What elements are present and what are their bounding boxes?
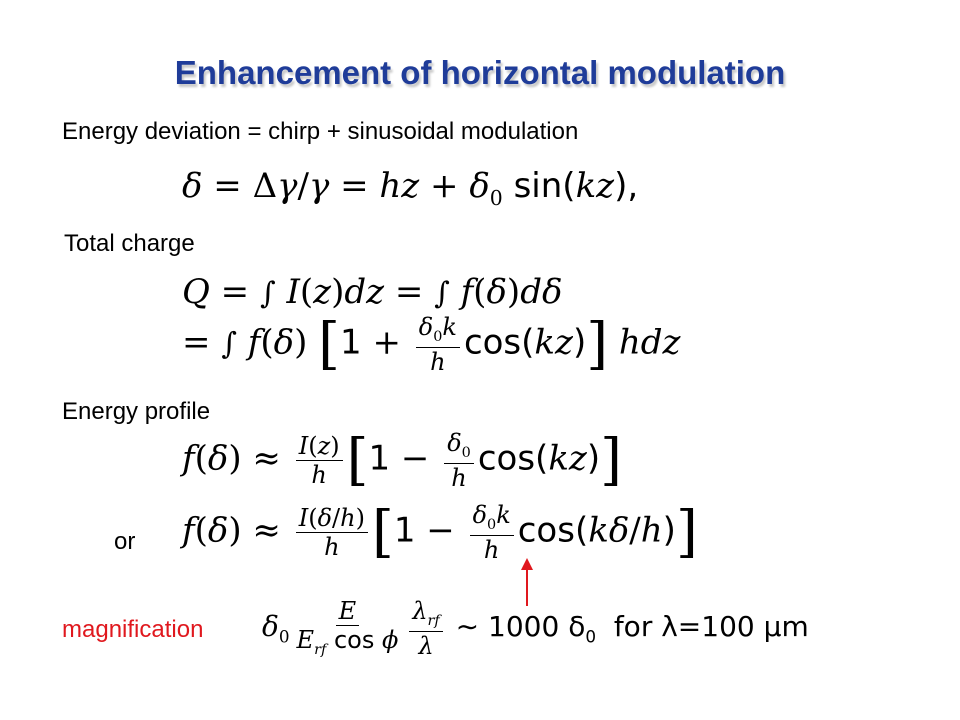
- energy-deviation-label: Energy deviation = chirp + sinusoidal modulation: [62, 118, 579, 145]
- magnification-unit: μm: [763, 610, 809, 644]
- total-charge-label: Total charge: [64, 230, 195, 257]
- equation-energy-profile-2: f(δ) ≈ $\frac{I(\delta/h)}{h}$ [1 − $\frac{\delta_0k}{h}$ cos(kδ/h)]: [182, 499, 698, 565]
- equation-magnification: $\delta_0$ $\frac{E}{E_{rf} \cos \phi}$ $\frac{\lambda_{rf}}{\lambda}$ ∼ 1000 $\delta_0$ for λ=100 μm: [262, 597, 809, 660]
- equation-total-charge-line1: Q = ∫ I(z)dz = ∫ f(δ)dδ: [182, 272, 563, 312]
- energy-profile-label: Energy profile: [62, 398, 211, 425]
- magnification-lambda: λ=100: [661, 610, 755, 644]
- equation-energy-deviation: δ = Δγ/γ = hz + $\delta_0$ sin(kz),: [182, 166, 639, 210]
- or-label: or: [114, 528, 136, 555]
- equation-total-charge-line2: = ∫ f(δ) [1 + $\frac{\delta_0k}{h}$ cos(kz)] hdz: [182, 311, 681, 377]
- slide-title: Enhancement of horizontal modulation: [174, 54, 786, 91]
- magnification-approx: ∼ 1000 δ: [455, 610, 586, 644]
- magnification-label: magnification: [62, 616, 204, 643]
- equation-energy-profile-1: f(δ) ≈ $\frac{I(z)}{h}$ [1 − $\frac{\delta_0}{h}$ cos(kz)]: [182, 427, 622, 493]
- magnification-for: for: [613, 610, 653, 644]
